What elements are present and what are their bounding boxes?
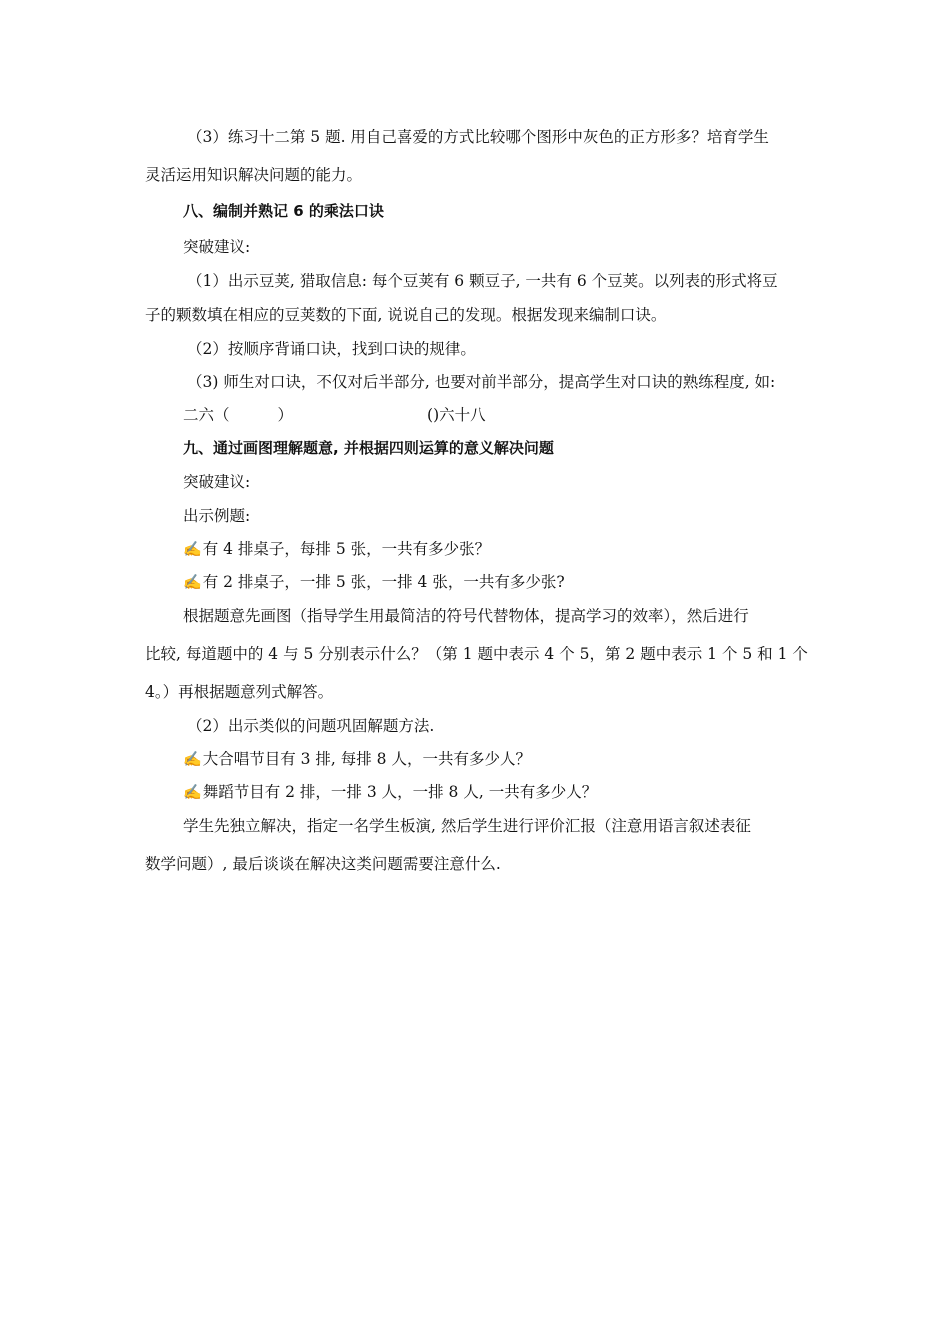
section-nine-paragraph-line-2: 比较, 每道题中的 4 与 5 分别表示什么？（第 1 题中表示 4 个 5，第 2 题中表示 1 个 5 和 1 个 (145, 645, 808, 663)
practice-question-1 (183, 748, 531, 770)
practice-question-2 (183, 781, 597, 803)
section-nine-paragraph-line-3: 4。）再根据题意列式解答。 (145, 683, 334, 701)
pen-icon: ✍ (183, 750, 202, 768)
section-nine-closing-line-2: 数学问题）, 最后谈谈在解决这类问题需要注意什么. (145, 855, 501, 873)
section-eight-advice-label: 突破建议: (183, 238, 251, 256)
pen-icon: ✍ (183, 540, 202, 558)
section-eight-item-1-line-2: 子的颗数填在相应的豆荚数的下面, 说说自己的发现。根据发现来编制口诀。 (145, 306, 667, 324)
section-eight-item-2: （2）按顺序背诵口诀，找到口诀的规律。 (187, 340, 476, 358)
paragraph-exercise-line-2: 灵活运用知识解决问题的能力。 (145, 166, 363, 184)
example-question-2 (183, 571, 565, 593)
example-question-1-text: 有 4 排桌子，每排 5 张，一共有多少张？ (202, 540, 491, 558)
paragraph-exercise-line-1: （3）练习十二第 5 题. 用自己喜爱的方式比较哪个图形中灰色的正方形多？培育学生 (187, 128, 769, 146)
example-blank-b: ()六十八 (427, 406, 486, 424)
section-nine-closing-line-1: 学生先独立解决，指定一名学生板演, 然后学生进行评价汇报（注意用语言叙述表征 (183, 817, 751, 835)
section-nine-show-examples: 出示例题: (183, 507, 251, 525)
example-blank-a-close: ） (277, 406, 294, 424)
section-eight-item-1-line-1: （1）出示豆荚, 猎取信息: 每个豆荚有 6 颗豆子, 一共有 6 个豆荚。以列表的形式将豆 (187, 272, 778, 290)
example-question-2-text: 有 2 排桌子，一排 5 张，一排 4 张，一共有多少张? (202, 573, 565, 591)
pen-icon: ✍ (183, 783, 202, 801)
section-eight-example-row (183, 404, 486, 426)
example-question-1 (183, 538, 490, 560)
section-heading-nine: 九、通过画图理解题意, 并根据四则运算的意义解决问题 (183, 439, 554, 457)
section-nine-paragraph-line-1: 根据题意先画图（指导学生用最简洁的符号代替物体，提高学习的效率），然后进行 (183, 607, 749, 625)
section-heading-eight: 八、编制并熟记 6 的乘法口诀 (183, 202, 384, 220)
practice-question-1-text: 大合唱节目有 3 排, 每排 8 人，一共有多少人？ (202, 750, 531, 768)
section-nine-item-2: （2）出示类似的问题巩固解题方法. (187, 717, 435, 735)
example-blank-a-open: 二六（ (183, 406, 230, 424)
practice-question-2-text: 舞蹈节目有 2 排，一排 3 人，一排 8 人, 一共有多少人？ (202, 783, 598, 801)
pen-icon: ✍ (183, 573, 202, 591)
section-eight-item-3: （3) 师生对口诀，不仅对后半部分, 也要对前半部分，提高学生对口诀的熟练程度, 如: (187, 373, 776, 391)
section-nine-advice-label: 突破建议: (183, 473, 251, 491)
